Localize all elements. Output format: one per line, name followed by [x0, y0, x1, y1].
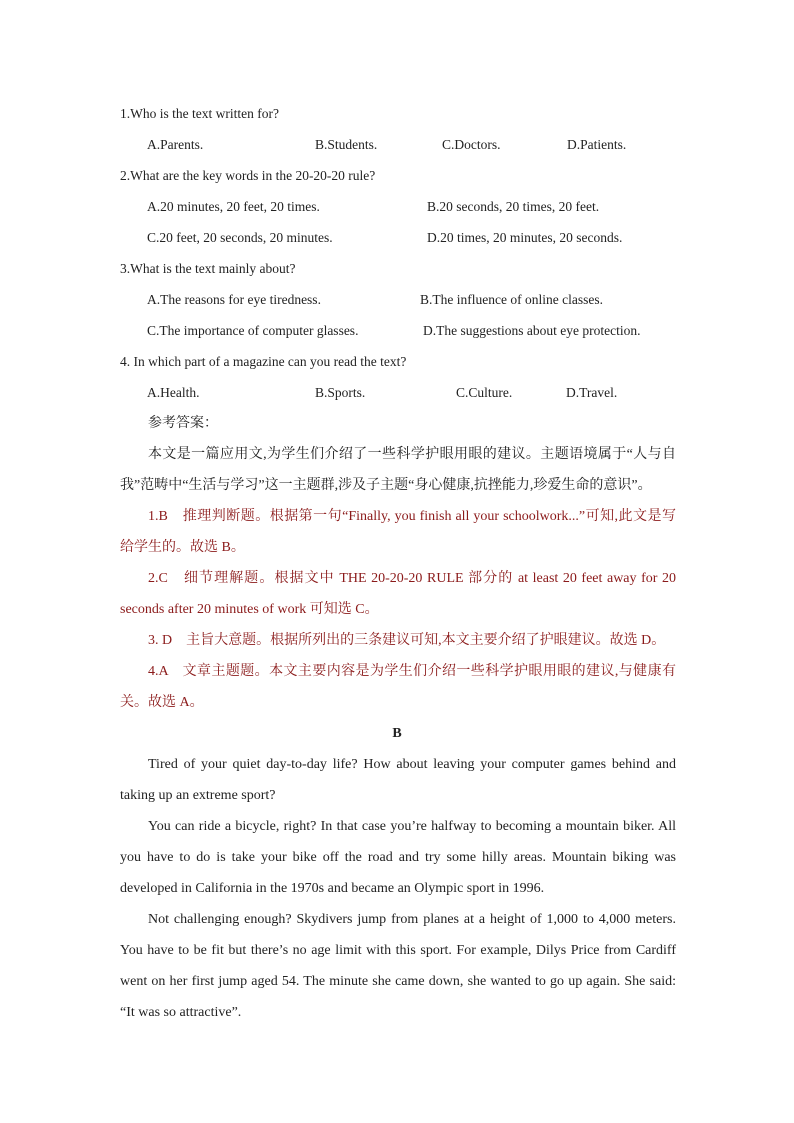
question-4: 4. In which part of a magazine can you read the text?: [120, 354, 407, 369]
document-page: [120, 98, 676, 1028]
passage-paragraph-1: Tired of your quiet day-to-day life? How about leaving your computer games behind and taking up an extreme sport?: [120, 757, 676, 803]
q1-option-b: B.Students.: [315, 137, 378, 152]
answer-item-1: 1.B 推理判断题。根据第一句“Finally, you finish all your schoolwork...”可知,此文是写给学生的。故选 B。: [120, 509, 676, 555]
q2-option-c: C.20 feet, 20 seconds, 20 minutes.: [147, 230, 333, 245]
q3-option-a: A.The reasons for eye tiredness.: [147, 292, 321, 307]
q3-option-b: B.The influence of online classes.: [420, 292, 603, 307]
q2-option-d: D.20 times, 20 minutes, 20 seconds.: [427, 230, 623, 245]
answer-heading: 参考答案：: [148, 416, 218, 431]
q3-option-d: D.The suggestions about eye protection.: [423, 323, 641, 338]
question-3-options-row-1: [120, 284, 676, 315]
q4-option-d: D.Travel.: [566, 385, 618, 400]
question-3-options-row-2: [120, 315, 676, 346]
q4-option-a: A.Health.: [147, 385, 200, 400]
q3-option-c: C.The importance of computer glasses.: [147, 323, 359, 338]
q2-option-a: A.20 minutes, 20 feet, 20 times.: [147, 199, 320, 214]
question-3: 3.What is the text mainly about?: [120, 261, 296, 276]
question-2: 2.What are the key words in the 20-20-20 rule?: [120, 168, 376, 183]
passage-paragraph-3: Not challenging enough? Skydivers jump from planes at a height of 1,000 to 4,000 meters. You have to be fit but there’s no age limit with this sport. For example, Dilys Price from Cardiff went on her first jump aged 54. The minute she came down, she wanted to go up again. She said: “It was so attractive”.: [120, 912, 676, 1020]
question-2-options-row-1: [120, 191, 676, 222]
question-4-options: [120, 377, 676, 408]
q4-option-c: C.Culture.: [456, 385, 513, 400]
question-1: 1.Who is the text written for?: [120, 106, 279, 121]
passage-paragraph-2: You can ride a bicycle, right? In that case you’re halfway to becoming a mountain biker. All you have to do is take your bike off the road and try some hilly areas. Mountain biking was developed in California in the 1970s and became an Olympic sport in 1996.: [120, 819, 676, 896]
q1-option-c: C.Doctors.: [442, 137, 501, 152]
answer-item-4: 4.A 文章主题题。本文主要内容是为学生们介绍一些科学护眼用眼的建议,与健康有关。故选 A。: [120, 664, 676, 710]
q4-option-b: B.Sports.: [315, 385, 366, 400]
answer-intro: 本文是一篇应用文,为学生们介绍了一些科学护眼用眼的建议。主题语境属于“人与自我”范畴中“生活与学习”这一主题群,涉及子主题“身心健康,抗挫能力,珍爱生命的意识”。: [120, 447, 676, 493]
q1-option-d: D.Patients.: [567, 137, 627, 152]
question-1-options: [120, 129, 676, 160]
answer-item-2: 2.C 细节理解题。根据文中 THE 20-20-20 RULE 部分的 at least 20 feet away for 20 seconds after 20 minutes of work 可知选 C。: [120, 571, 676, 617]
question-2-options-row-2: [120, 222, 676, 253]
section-b-title: B: [392, 726, 402, 741]
answer-item-3: 3. D 主旨大意题。根据所列出的三条建议可知,本文主要介绍了护眼建议。故选 D。: [148, 633, 666, 648]
q2-option-b: B.20 seconds, 20 times, 20 feet.: [427, 199, 600, 214]
q1-option-a: A.Parents.: [147, 137, 204, 152]
